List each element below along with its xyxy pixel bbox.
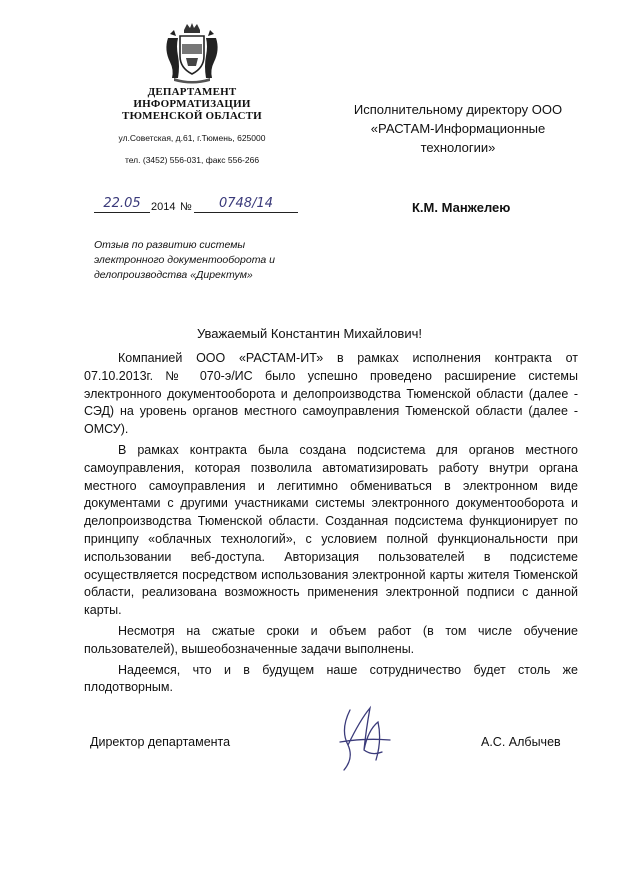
registration-date: 22.05	[103, 196, 141, 211]
recipient-line: Исполнительному директору ООО	[353, 102, 563, 117]
letter-body	[84, 350, 578, 700]
registration-number-label: №	[180, 201, 192, 213]
body-paragraph: В рамках контракта была создана подсистема для органов местного самоуправления, которая позволила автоматизировать работу внутри органа местного самоуправления и легитимно обмениваться в электронном виде документами с другими участниками системы электронного документооборота и делопроизводства Тюменской области. Созданная подсистема функционирует по принципу «облачных технологий», с условием полной функциональности при использовании веб-доступа. Авторизация пользователей в подсистеме осуществляется посредством использования электронной карты жителя Тюменской области, реализована возможность применения электронной подписи с данной карты.	[84, 442, 578, 618]
body-paragraph: Компанией ООО «РАСТАМ-ИТ» в рамках исполнения контракта от 07.10.2013г. № 070-э/ИС было успешно проведено расширение системы электронного документооборота и делопроизводства Тюменской области (далее - СЭД) на уровень органов местного самоуправления Тюменской области (далее - ОМСУ).	[84, 351, 578, 437]
letter-subject	[94, 238, 304, 283]
recipient-block	[345, 100, 571, 157]
department-name-line: ДЕПАРТАМЕНТ	[147, 86, 237, 98]
salutation: Уважаемый Константин Михайлович!	[197, 326, 422, 341]
recipient-name: К.М. Манжелею	[412, 200, 511, 215]
body-paragraph: Надеемся, что и в будущем наше сотрудничество будет столь же плодотворным.	[84, 662, 578, 695]
registration-line	[94, 196, 304, 218]
subject-line: делопроизводства «Директум»	[94, 269, 253, 281]
recipient-line: «РАСТАМ-Информационные	[370, 121, 546, 136]
registration-number: 0748/14	[218, 196, 273, 211]
registration-date-underline	[94, 212, 150, 213]
registration-number-underline	[194, 212, 298, 213]
subject-line: электронного документооборота и	[94, 254, 275, 266]
signer-name: А.С. Албычев	[481, 735, 561, 749]
signer-title: Директор департамента	[90, 735, 231, 749]
department-name	[100, 86, 284, 122]
recipient-line: технологии»	[420, 140, 496, 155]
department-name-line: ТЮМЕНСКОЙ ОБЛАСТИ	[122, 110, 262, 122]
coat-of-arms-icon	[160, 20, 224, 84]
body-paragraph: Несмотря на сжатые сроки и объем работ (в том числе обучение пользователей), вышеобозначенные задачи выполнены.	[84, 623, 578, 656]
handwritten-signature-icon	[320, 700, 410, 780]
department-name-line: ИНФОРМАТИЗАЦИИ	[133, 98, 251, 110]
department-address: ул.Советская, д.61, г.Тюмень, 625000	[118, 133, 266, 143]
subject-line: Отзыв по развитию системы	[94, 239, 246, 251]
registration-year: 2014	[151, 201, 176, 213]
department-phone: тел. (3452) 556-031, факс 556-266	[124, 155, 260, 165]
